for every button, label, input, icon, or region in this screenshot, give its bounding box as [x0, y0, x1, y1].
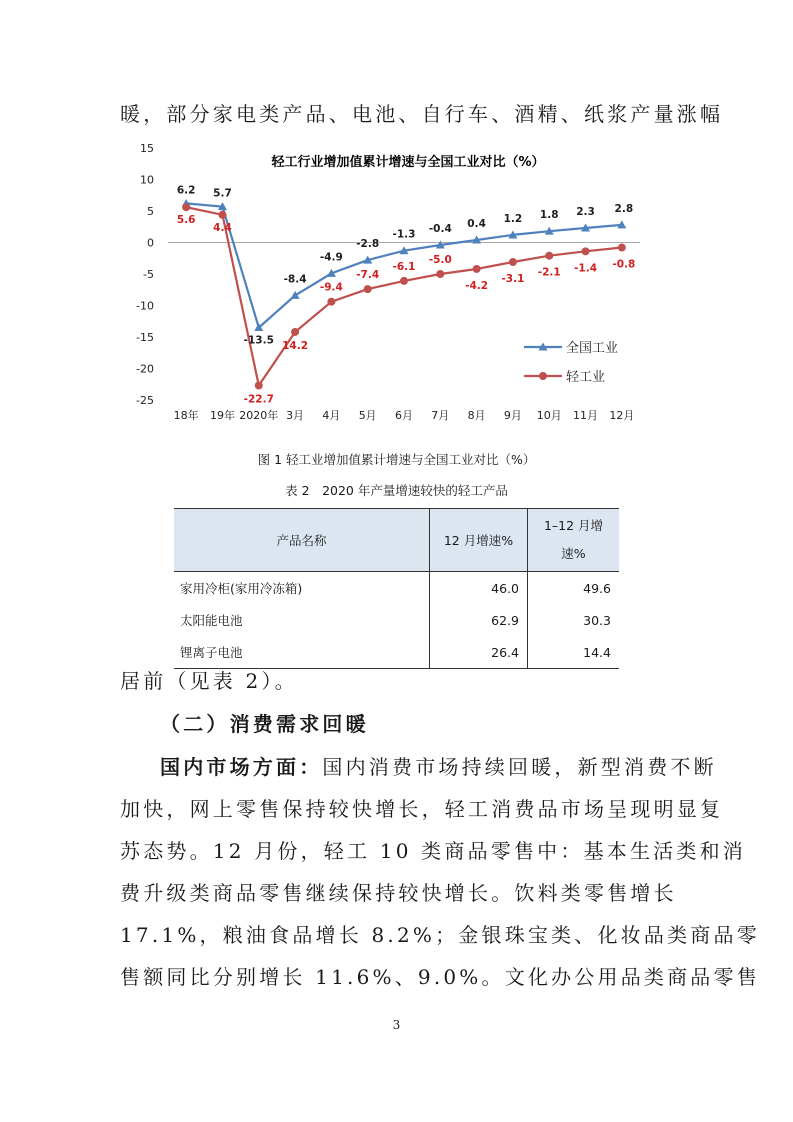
header-ytd-line1: 1–12 月增 [543, 518, 604, 533]
light-industry-data-label: 5.6 [176, 214, 196, 227]
light-industry-data-point [545, 252, 553, 260]
paragraph-line: 售额同比分别增长 11.6%、9.0%。文化办公用品类商品零售 [120, 965, 760, 989]
paragraph-line: 苏态势。12 月份，轻工 10 类商品零售中：基本生活类和消 [120, 839, 746, 863]
national-data-label: 1.8 [539, 209, 559, 222]
table-header-row [174, 509, 619, 572]
light-industry-data-label: -6.1 [392, 260, 416, 273]
figure-caption: 图 1 轻工业增加值累计增速与全国工业对比（%） [257, 452, 536, 467]
light-industry-data-point [582, 247, 590, 255]
x-tick-label: 19年 [209, 409, 235, 422]
market-lead: 国内市场方面： [160, 755, 323, 779]
y-tick-label: -10 [136, 299, 154, 313]
light-industry-data-point [364, 285, 372, 293]
national-data-label: 2.8 [614, 202, 634, 215]
light-industry-data-label: -5.0 [428, 254, 452, 266]
cell-ytd-growth: 14.4 [528, 636, 620, 669]
cell-product-name: 太阳能电池 [180, 613, 243, 628]
national-data-label: 2.3 [576, 206, 595, 219]
x-tick-label: 2020年 [239, 409, 279, 422]
x-tick-label: 9月 [503, 409, 522, 422]
x-tick-label: 12月 [609, 409, 635, 422]
national-data-label: -8.4 [283, 273, 307, 286]
light-industry-data-label: 4.4 [213, 221, 232, 234]
national-data-point [291, 291, 300, 299]
y-tick-label: 5 [147, 205, 154, 218]
y-tick-label: -25 [136, 394, 154, 407]
paragraph-line: 加快，网上零售保持较快增长，轻工消费品市场呈现明显复 [120, 797, 724, 821]
x-tick-label: 3月 [286, 409, 305, 422]
paragraph-text: 国内消费市场持续回暖，新型消费不断 [322, 755, 717, 779]
chart-title: 轻工行业增加值累计增速与全国工业对比（%） [271, 155, 545, 170]
light-industry-data-label: -2.1 [537, 266, 561, 279]
paragraph-line [160, 751, 717, 780]
light-industry-data-label: 14.2 [282, 339, 309, 352]
light-industry-data-point [618, 244, 626, 252]
cell-december-growth: 26.4 [430, 636, 528, 669]
light-industry-data-point [473, 265, 481, 273]
light-industry-data-label: -7.4 [356, 269, 380, 282]
cell-product-name: 家用冷柜(家用冷冻箱) [180, 581, 303, 596]
x-tick-label: 5月 [358, 409, 377, 422]
light-industry-data-point [255, 382, 263, 390]
national-data-label: -13.5 [243, 334, 274, 347]
national-legend-label: 全国工业 [566, 341, 619, 356]
cell-product-name: 锂离子电池 [174, 636, 430, 669]
light-industry-data-point [509, 258, 517, 266]
x-tick-label: 7月 [431, 409, 450, 422]
x-tick-label: 4月 [322, 409, 341, 422]
light-industry-data-point [291, 328, 299, 336]
section-heading: （二）消费需求回暖 [160, 712, 369, 736]
light-industry-data-point [327, 298, 335, 306]
national-data-label: 0.4 [467, 217, 486, 230]
product-growth-table [174, 508, 619, 669]
table-row [174, 572, 619, 605]
light-industry-data-point [400, 277, 408, 285]
light-industry-legend-marker [539, 372, 547, 380]
header-ytd-growth [528, 509, 620, 572]
x-tick-label: 10月 [536, 409, 562, 422]
paragraph-line: 17.1%，粮油食品增长 8.2%；金银珠宝类、化妆品类商品零 [120, 923, 760, 947]
national-data-label: 1.2 [503, 212, 523, 225]
national-data-label: -4.9 [319, 251, 343, 264]
national-data-label: 6.2 [176, 184, 196, 197]
light-industry-data-label: -1.4 [574, 262, 598, 275]
y-tick-label: -5 [143, 268, 154, 281]
x-tick-label: 6月 [395, 409, 413, 422]
y-tick-label: 0 [147, 236, 154, 250]
light-industry-data-point [182, 203, 190, 211]
y-tick-label: -20 [136, 362, 154, 376]
x-tick-label: 11月 [573, 409, 599, 422]
y-tick-label: 10 [140, 173, 154, 187]
light-industry-data-point [436, 270, 444, 278]
table-row [174, 636, 619, 669]
y-tick-label: -15 [136, 331, 154, 344]
cell-ytd-growth: 30.3 [528, 604, 620, 636]
light-industry-data-label: -22.7 [243, 393, 274, 406]
light-industry-data-label: -3.1 [501, 273, 525, 286]
light-industry-data-point [218, 211, 226, 219]
light-industry-legend-label: 轻工业 [566, 370, 606, 385]
light-industry-data-label: -9.4 [319, 281, 343, 294]
x-tick-label: 8月 [467, 409, 486, 422]
growth-comparison-chart [128, 136, 668, 436]
y-tick-label: 15 [140, 142, 154, 155]
cell-ytd-growth: 49.6 [528, 572, 620, 605]
header-december-growth: 12 月增速% [430, 509, 528, 572]
header-product-name: 产品名称 [174, 509, 430, 572]
light-industry-data-label: -0.8 [612, 258, 636, 271]
paragraph-line: 费升级类商品零售继续保持较快增长。饮料类零售增长 [120, 881, 677, 905]
cell-december-growth: 46.0 [430, 572, 528, 605]
national-data-label: -0.4 [428, 223, 452, 236]
x-tick-label: 18年 [173, 409, 199, 422]
header-ytd-line2: 速% [561, 546, 586, 561]
cell-december-growth: 62.9 [430, 604, 528, 636]
page-number: 3 [392, 1018, 401, 1032]
national-data-label: -2.8 [356, 238, 380, 251]
chart-legend [524, 341, 618, 385]
light-industry-data-label: -4.2 [465, 279, 489, 292]
table-title: 表 2 2020 年产量增速较快的轻工产品 [285, 483, 508, 498]
table-row [174, 604, 619, 636]
national-data-label: 5.7 [213, 187, 232, 200]
paragraph-line: 暖，部分家电类产品、电池、自行车、酒精、纸浆产量涨幅 [120, 102, 724, 126]
paragraph-line: 居前（见表 2）。 [120, 669, 298, 693]
national-data-label: -1.3 [392, 228, 416, 241]
